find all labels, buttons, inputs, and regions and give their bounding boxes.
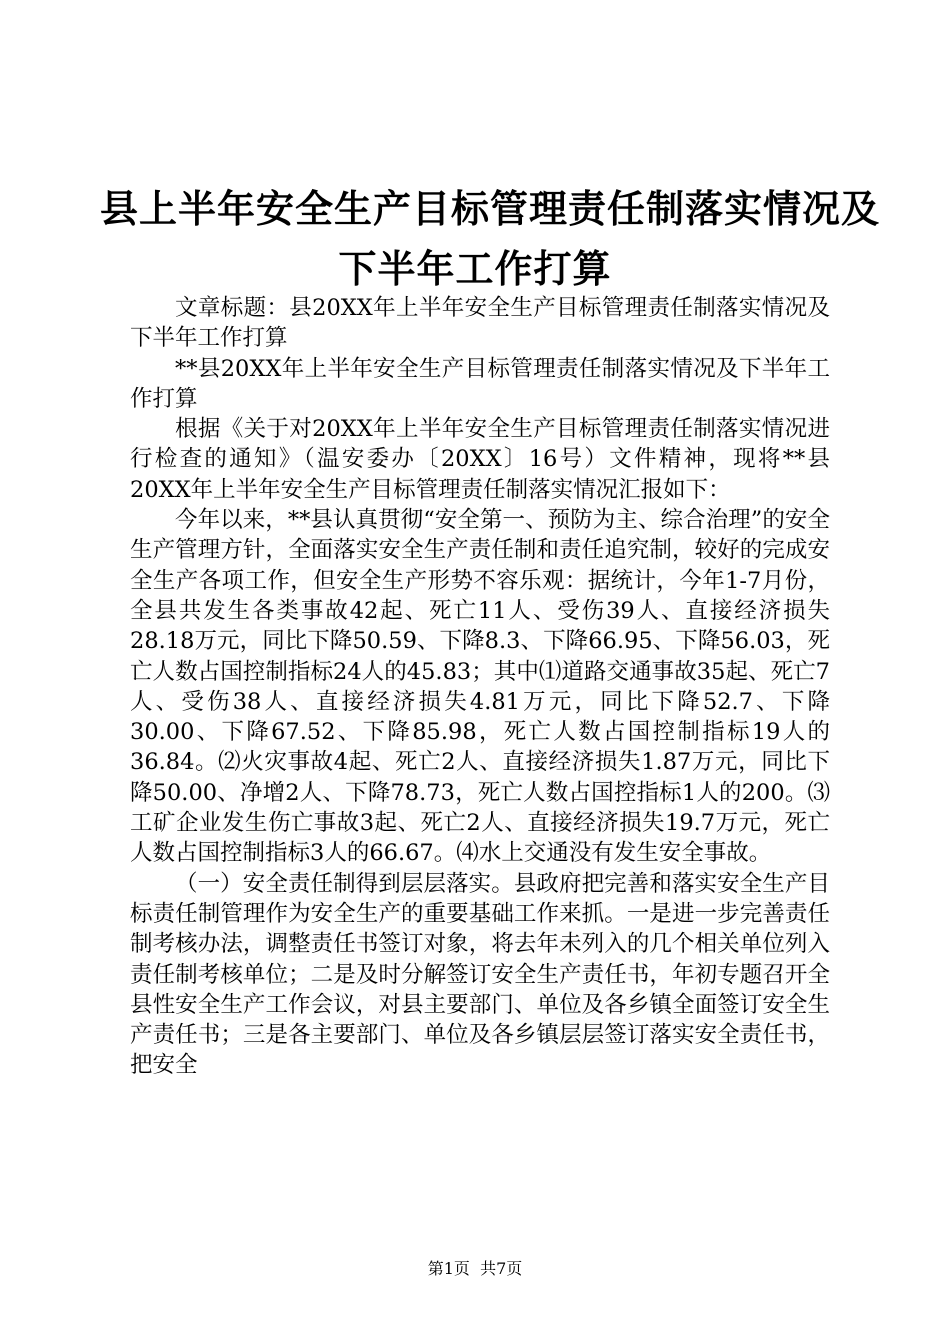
- page-footer: 第1页 共7页: [427, 1259, 523, 1278]
- document-body: [130, 293, 830, 1081]
- article-title-paragraph: 文章标题：县20XX年上半年安全生产目标管理责任制落实情况及下半年工作打算: [130, 295, 830, 352]
- section-one-paragraph: （一）安全责任制得到层层落实。县政府把完善和落实安全生产目标责任制管理作为安全生产的重要基础工作来抓。一是进一步完善责任制考核办法，调整责任书签订对象，将去年未列入的几个相关单位列入责任制考核单位；二是及时分解签订安全生产责任书，年初专题召开全县性安全生产工作会议，对县主要部门、单位及各乡镇全面签订安全生产责任书；三是各主要部门、单位及各乡镇层层签订落实安全责任书，把安全: [130, 870, 830, 1079]
- subtitle-paragraph: **县20XX年上半年安全生产目标管理责任制落实情况及下半年工作打算: [130, 355, 830, 412]
- document-title-line-2: 下半年工作打算: [338, 247, 612, 291]
- statistics-paragraph: 今年以来，**县认真贯彻“安全第一、预防为主、综合治理”的安全生产管理方针，全面落实安全生产责任制和责任追究制，较好的完成安全生产各项工作，但安全生产形势不容乐观：据统计，今年1-7月份，全县共发生各类事故42起、死亡11人、受伤39人、直接经济损失28.18万元，同比下降50.59、下降8.3、下降66.95、下降56.03，死亡人数占国控制指标24人的45.83；其中⑴道路交通事故35起、死亡7人、受伤38人、直接经济损失4.81万元，同比下降52.7、下降30.00、下降67.52、下降85.98，死亡人数占国控制指标19人的36.84。⑵火灾事故4起、死亡2人、直接经济损失1.87万元，同比下降50.00、净增2人、下降78.73，死亡人数占国控指标1人的200。⑶工矿企业发生伤亡事故3起、死亡2人、直接经济损失19.7万元，死亡人数占国控制指标3人的66.67。⑷水上交通没有发生安全事故。: [130, 507, 830, 867]
- intro-paragraph: 根据《关于对20XX年上半年安全生产目标管理责任制落实情况进行检查的通知》（温安委办〔20XX〕16号）文件精神，现将**县20XX年上半年安全生产目标管理责任制落实情况汇报如下：: [130, 416, 830, 503]
- document-title-line-1: 县上半年安全生产目标管理责任制落实情况及: [100, 187, 881, 231]
